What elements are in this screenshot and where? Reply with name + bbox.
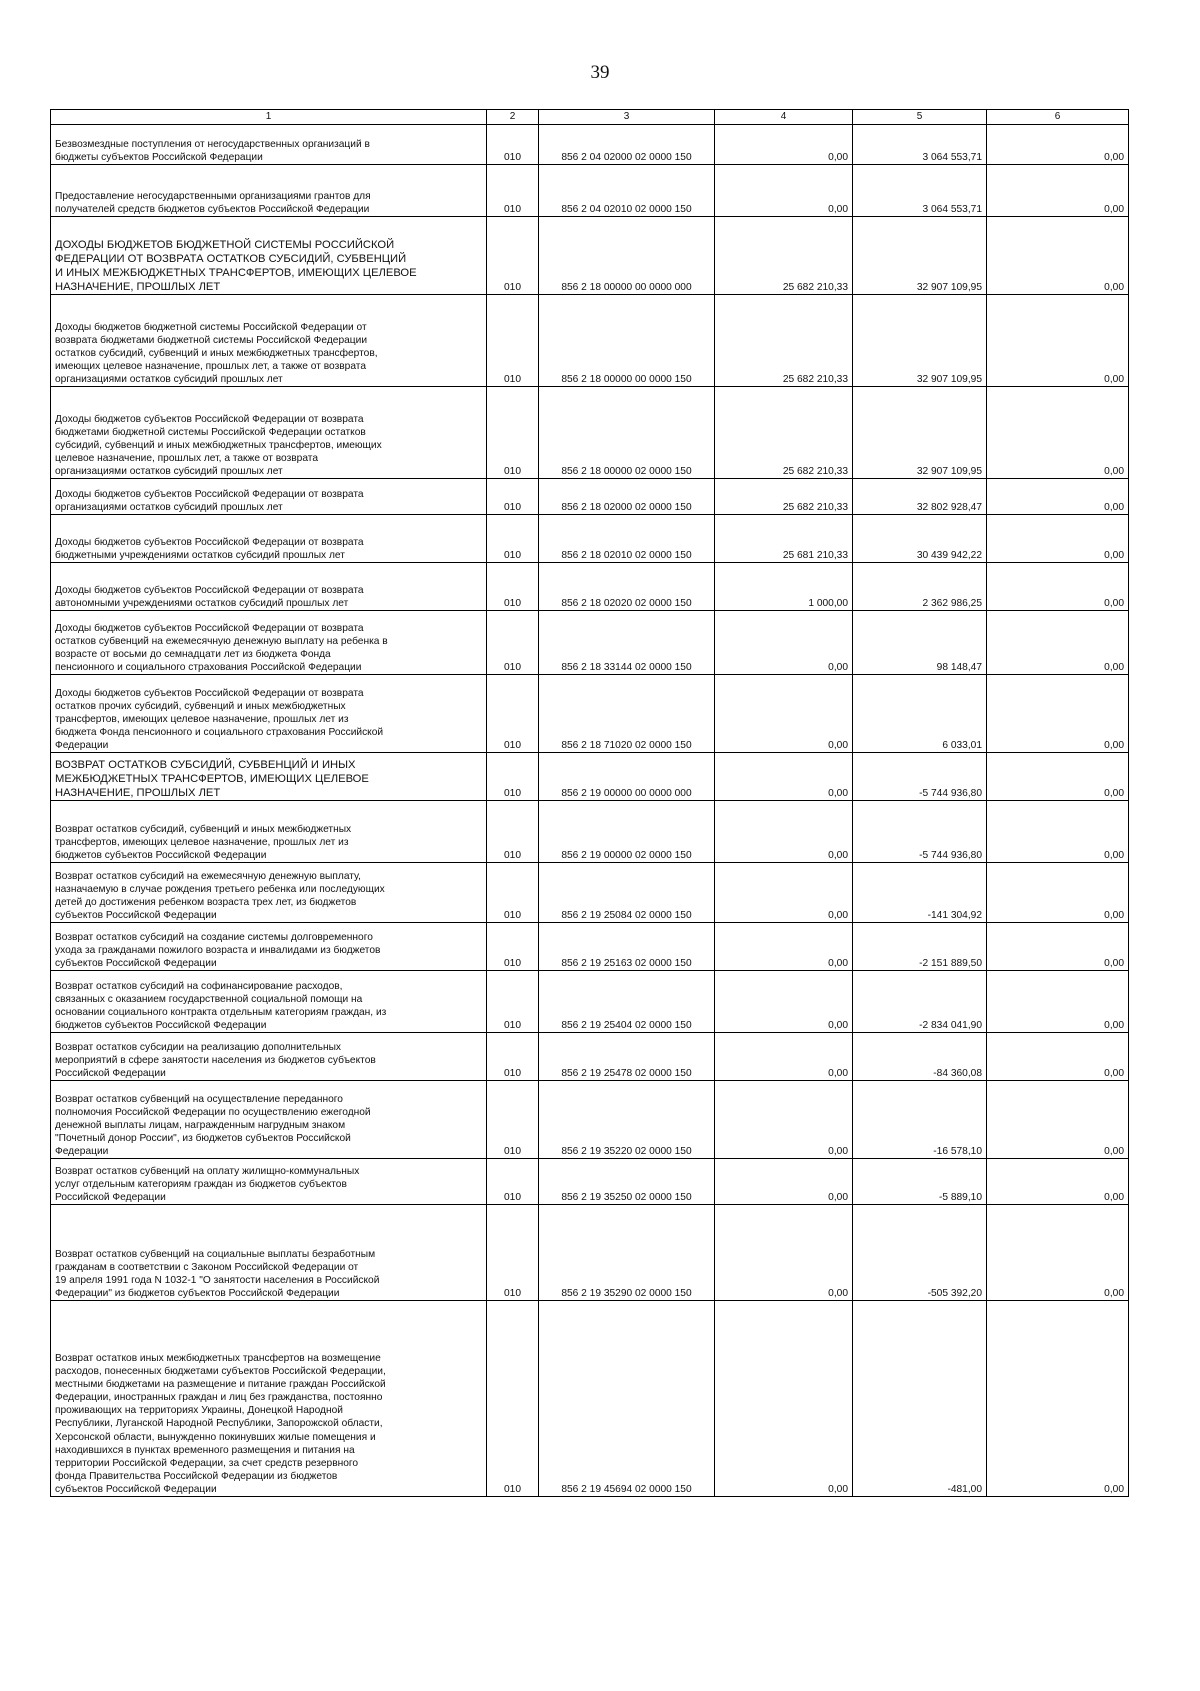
row-column-4-cell: 0,00	[715, 1081, 853, 1159]
table-row	[51, 295, 1129, 387]
row-column-5-cell: -16 578,10	[853, 1081, 987, 1159]
row-column-4-cell: 25 682 210,33	[715, 295, 853, 387]
row-column-6-cell: 0,00	[987, 1159, 1129, 1205]
column-header: 6	[987, 110, 1129, 125]
row-name-cell: Возврат остатков иных межбюджетных трансфертов на возмещение расходов, понесенных бюджетами субъектов Российской Федерации, местными бюджетами на размещение и питание граждан Российской Федерации, иностранных граждан и лиц без гражданства, постоянно проживающих на территориях Украины, Донецкой Народной Республики, Луганской Народной Республики, Запорожской области, Херсонской области, вынужденно покинувших жилые помещения и находившихся в пунктах временного размещения и питания на территории Российской Федерации, за счет средств резервного фонда Правительства Российской Федерации из бюджетов субъектов Российской Федерации	[51, 1301, 487, 1497]
row-column-4-cell: 25 682 210,33	[715, 479, 853, 515]
row-budget-code-cell: 856 2 19 25404 02 0000 150	[539, 971, 715, 1033]
row-column-4-cell: 0,00	[715, 165, 853, 217]
row-column-4-cell: 0,00	[715, 1159, 853, 1205]
table-row	[51, 479, 1129, 515]
table-row	[51, 165, 1129, 217]
row-column-4-cell: 0,00	[715, 863, 853, 923]
row-column-5-cell: -141 304,92	[853, 863, 987, 923]
row-line-code-cell: 010	[487, 923, 539, 971]
row-name-cell: Доходы бюджетов субъектов Российской Федерации от возврата организациями остатков субсидий прошлых лет	[51, 479, 487, 515]
row-line-code-cell: 010	[487, 295, 539, 387]
table-row	[51, 125, 1129, 165]
row-budget-code-cell: 856 2 19 00000 00 0000 000	[539, 753, 715, 801]
row-column-4-cell: 25 682 210,33	[715, 217, 853, 295]
row-column-4-cell: 0,00	[715, 1033, 853, 1081]
row-column-5-cell: 3 064 553,71	[853, 125, 987, 165]
table-row	[51, 515, 1129, 563]
table-row	[51, 923, 1129, 971]
row-line-code-cell: 010	[487, 971, 539, 1033]
row-column-4-cell: 1 000,00	[715, 563, 853, 611]
row-budget-code-cell: 856 2 19 25478 02 0000 150	[539, 1033, 715, 1081]
table-row	[51, 675, 1129, 753]
row-name-cell: ДОХОДЫ БЮДЖЕТОВ БЮДЖЕТНОЙ СИСТЕМЫ РОССИЙСКОЙ ФЕДЕРАЦИИ ОТ ВОЗВРАТА ОСТАТКОВ СУБСИДИЙ, СУБВЕНЦИЙ И ИНЫХ МЕЖБЮДЖЕТНЫХ ТРАНСФЕРТОВ, ИМЕЮЩИХ ЦЕЛЕВОЕ НАЗНАЧЕНИЕ, ПРОШЛЫХ ЛЕТ	[51, 217, 487, 295]
table-row	[51, 1033, 1129, 1081]
row-budget-code-cell: 856 2 19 00000 02 0000 150	[539, 801, 715, 863]
row-budget-code-cell: 856 2 19 25163 02 0000 150	[539, 923, 715, 971]
row-name-cell: ВОЗВРАТ ОСТАТКОВ СУБСИДИЙ, СУБВЕНЦИЙ И ИНЫХ МЕЖБЮДЖЕТНЫХ ТРАНСФЕРТОВ, ИМЕЮЩИХ ЦЕЛЕВОЕ НАЗНАЧЕНИЕ, ПРОШЛЫХ ЛЕТ	[51, 753, 487, 801]
table-row	[51, 1081, 1129, 1159]
header-row	[51, 110, 1129, 125]
row-budget-code-cell: 856 2 18 02020 02 0000 150	[539, 563, 715, 611]
row-line-code-cell: 010	[487, 125, 539, 165]
report-table	[50, 109, 1129, 1497]
table-row	[51, 971, 1129, 1033]
row-name-cell: Возврат остатков субсидий на софинансирование расходов, связанных с оказанием государственной социальной помощи на основании социального контракта отдельным категориям граждан, из бюджетов субъектов Российской Федерации	[51, 971, 487, 1033]
row-budget-code-cell: 856 2 19 25084 02 0000 150	[539, 863, 715, 923]
row-column-6-cell: 0,00	[987, 125, 1129, 165]
row-budget-code-cell: 856 2 19 35220 02 0000 150	[539, 1081, 715, 1159]
table-row	[51, 801, 1129, 863]
row-line-code-cell: 010	[487, 1301, 539, 1497]
row-name-cell: Безвозмездные поступления от негосударственных организаций в бюджеты субъектов Российской Федерации	[51, 125, 487, 165]
row-line-code-cell: 010	[487, 1205, 539, 1301]
row-column-4-cell: 0,00	[715, 675, 853, 753]
row-name-cell: Доходы бюджетов субъектов Российской Федерации от возврата бюджетными учреждениями остатков субсидий прошлых лет	[51, 515, 487, 563]
row-name-cell: Возврат остатков субвенций на оплату жилищно-коммунальных услуг отдельным категориям граждан из бюджетов субъектов Российской Федерации	[51, 1159, 487, 1205]
row-budget-code-cell: 856 2 19 45694 02 0000 150	[539, 1301, 715, 1497]
row-column-5-cell: 32 907 109,95	[853, 387, 987, 479]
row-name-cell: Возврат остатков субсидий, субвенций и иных межбюджетных трансфертов, имеющих целевое назначение, прошлых лет из бюджетов субъектов Российской Федерации	[51, 801, 487, 863]
row-column-5-cell: -481,00	[853, 1301, 987, 1497]
row-budget-code-cell: 856 2 19 35290 02 0000 150	[539, 1205, 715, 1301]
row-column-6-cell: 0,00	[987, 1081, 1129, 1159]
row-line-code-cell: 010	[487, 563, 539, 611]
row-budget-code-cell: 856 2 19 35250 02 0000 150	[539, 1159, 715, 1205]
column-header: 2	[487, 110, 539, 125]
row-column-4-cell: 0,00	[715, 1205, 853, 1301]
row-name-cell: Предоставление негосударственными организациями грантов для получателей средств бюджетов субъектов Российской Федерации	[51, 165, 487, 217]
row-column-5-cell: -84 360,08	[853, 1033, 987, 1081]
row-column-6-cell: 0,00	[987, 1205, 1129, 1301]
row-column-6-cell: 0,00	[987, 387, 1129, 479]
row-column-4-cell: 0,00	[715, 801, 853, 863]
row-budget-code-cell: 856 2 04 02000 02 0000 150	[539, 125, 715, 165]
row-line-code-cell: 010	[487, 387, 539, 479]
row-line-code-cell: 010	[487, 863, 539, 923]
row-column-5-cell: 32 802 928,47	[853, 479, 987, 515]
row-budget-code-cell: 856 2 18 33144 02 0000 150	[539, 611, 715, 675]
table-row	[51, 863, 1129, 923]
column-header: 1	[51, 110, 487, 125]
column-header: 3	[539, 110, 715, 125]
row-line-code-cell: 010	[487, 479, 539, 515]
table-row	[51, 753, 1129, 801]
row-column-5-cell: -5 744 936,80	[853, 753, 987, 801]
row-column-4-cell: 0,00	[715, 971, 853, 1033]
row-name-cell: Доходы бюджетов субъектов Российской Федерации от возврата остатков прочих субсидий, субвенций и иных межбюджетных трансфертов, имеющих целевое назначение, прошлых лет из бюджета Фонда пенсионного и социального страхования Российской Федерации	[51, 675, 487, 753]
row-name-cell: Доходы бюджетов субъектов Российской Федерации от возврата автономными учреждениями остатков субсидий прошлых лет	[51, 563, 487, 611]
row-column-6-cell: 0,00	[987, 479, 1129, 515]
row-line-code-cell: 010	[487, 1081, 539, 1159]
row-column-6-cell: 0,00	[987, 801, 1129, 863]
row-name-cell: Доходы бюджетов субъектов Российской Федерации от возврата остатков субвенций на ежемесячную денежную выплату на ребенка в возрасте от восьми до семнадцати лет из бюджета Фонда пенсионного и социального страхования Российской Федерации	[51, 611, 487, 675]
row-column-5-cell: 32 907 109,95	[853, 295, 987, 387]
table-row	[51, 217, 1129, 295]
column-header: 5	[853, 110, 987, 125]
row-column-5-cell: -5 744 936,80	[853, 801, 987, 863]
row-budget-code-cell: 856 2 18 02000 02 0000 150	[539, 479, 715, 515]
row-column-5-cell: -5 889,10	[853, 1159, 987, 1205]
table-row	[51, 1301, 1129, 1497]
row-column-5-cell: 6 033,01	[853, 675, 987, 753]
row-name-cell: Возврат остатков субвенций на социальные выплаты безработным гражданам в соответствии с Законом Российской Федерации от 19 апреля 1991 года N 1032-1 "О занятости населения в Российской Федерации" из бюджетов субъектов Российской Федерации	[51, 1205, 487, 1301]
row-name-cell: Возврат остатков субсидий на создание системы долговременного ухода за гражданами пожилого возраста и инвалидами из бюджетов субъектов Российской Федерации	[51, 923, 487, 971]
row-line-code-cell: 010	[487, 675, 539, 753]
row-column-5-cell: 32 907 109,95	[853, 217, 987, 295]
page-number: 39	[590, 62, 610, 83]
row-line-code-cell: 010	[487, 165, 539, 217]
row-column-4-cell: 0,00	[715, 125, 853, 165]
row-column-6-cell: 0,00	[987, 675, 1129, 753]
row-line-code-cell: 010	[487, 1033, 539, 1081]
row-column-6-cell: 0,00	[987, 295, 1129, 387]
row-column-6-cell: 0,00	[987, 611, 1129, 675]
row-column-4-cell: 0,00	[715, 923, 853, 971]
row-column-6-cell: 0,00	[987, 863, 1129, 923]
row-column-6-cell: 0,00	[987, 923, 1129, 971]
row-name-cell: Доходы бюджетов субъектов Российской Федерации от возврата бюджетами бюджетной системы Российской Федерации остатков субсидий, субвенций и иных межбюджетных трансфертов, имеющих целевое назначение, прошлых лет, а также от возврата организациями остатков субсидий прошлых лет	[51, 387, 487, 479]
row-column-6-cell: 0,00	[987, 1033, 1129, 1081]
table-row	[51, 1159, 1129, 1205]
row-column-4-cell: 0,00	[715, 611, 853, 675]
row-line-code-cell: 010	[487, 801, 539, 863]
row-column-6-cell: 0,00	[987, 515, 1129, 563]
row-line-code-cell: 010	[487, 515, 539, 563]
row-budget-code-cell: 856 2 18 00000 00 0000 150	[539, 295, 715, 387]
row-column-4-cell: 25 681 210,33	[715, 515, 853, 563]
row-column-6-cell: 0,00	[987, 563, 1129, 611]
row-column-6-cell: 0,00	[987, 971, 1129, 1033]
row-column-6-cell: 0,00	[987, 1301, 1129, 1497]
row-column-4-cell: 0,00	[715, 753, 853, 801]
row-column-6-cell: 0,00	[987, 217, 1129, 295]
table-row	[51, 611, 1129, 675]
row-column-5-cell: -2 151 889,50	[853, 923, 987, 971]
row-column-5-cell: 2 362 986,25	[853, 563, 987, 611]
row-column-4-cell: 0,00	[715, 1301, 853, 1497]
row-budget-code-cell: 856 2 18 00000 02 0000 150	[539, 387, 715, 479]
row-column-5-cell: 30 439 942,22	[853, 515, 987, 563]
row-column-5-cell: 3 064 553,71	[853, 165, 987, 217]
row-budget-code-cell: 856 2 18 02010 02 0000 150	[539, 515, 715, 563]
row-column-4-cell: 25 682 210,33	[715, 387, 853, 479]
row-name-cell: Доходы бюджетов бюджетной системы Российской Федерации от возврата бюджетами бюджетной системы Российской Федерации остатков субсидий, субвенций и иных межбюджетных трансфертов, имеющих целевое назначение, прошлых лет, а также от возврата организациями остатков субсидий прошлых лет	[51, 295, 487, 387]
table-row	[51, 1205, 1129, 1301]
row-budget-code-cell: 856 2 04 02010 02 0000 150	[539, 165, 715, 217]
row-name-cell: Возврат остатков субсидий на ежемесячную денежную выплату, назначаемую в случае рождения третьего ребенка или последующих детей до достижения ребенком возраста трех лет, из бюджетов субъектов Российской Федерации	[51, 863, 487, 923]
column-header: 4	[715, 110, 853, 125]
row-column-5-cell: -2 834 041,90	[853, 971, 987, 1033]
row-line-code-cell: 010	[487, 217, 539, 295]
table-row	[51, 387, 1129, 479]
row-name-cell: Возврат остатков субвенций на осуществление переданного полномочия Российской Федерации по осуществлению ежегодной денежной выплаты лицам, награжденным нагрудным знаком "Почетный донор России", из бюджетов субъектов Российской Федерации	[51, 1081, 487, 1159]
table-row	[51, 563, 1129, 611]
row-column-5-cell: 98 148,47	[853, 611, 987, 675]
row-column-6-cell: 0,00	[987, 753, 1129, 801]
row-line-code-cell: 010	[487, 1159, 539, 1205]
row-column-5-cell: -505 392,20	[853, 1205, 987, 1301]
row-budget-code-cell: 856 2 18 00000 00 0000 000	[539, 217, 715, 295]
row-budget-code-cell: 856 2 18 71020 02 0000 150	[539, 675, 715, 753]
row-column-6-cell: 0,00	[987, 165, 1129, 217]
row-line-code-cell: 010	[487, 611, 539, 675]
row-name-cell: Возврат остатков субсидии на реализацию дополнительных мероприятий в сфере занятости населения из бюджетов субъектов Российской Федерации	[51, 1033, 487, 1081]
row-line-code-cell: 010	[487, 753, 539, 801]
